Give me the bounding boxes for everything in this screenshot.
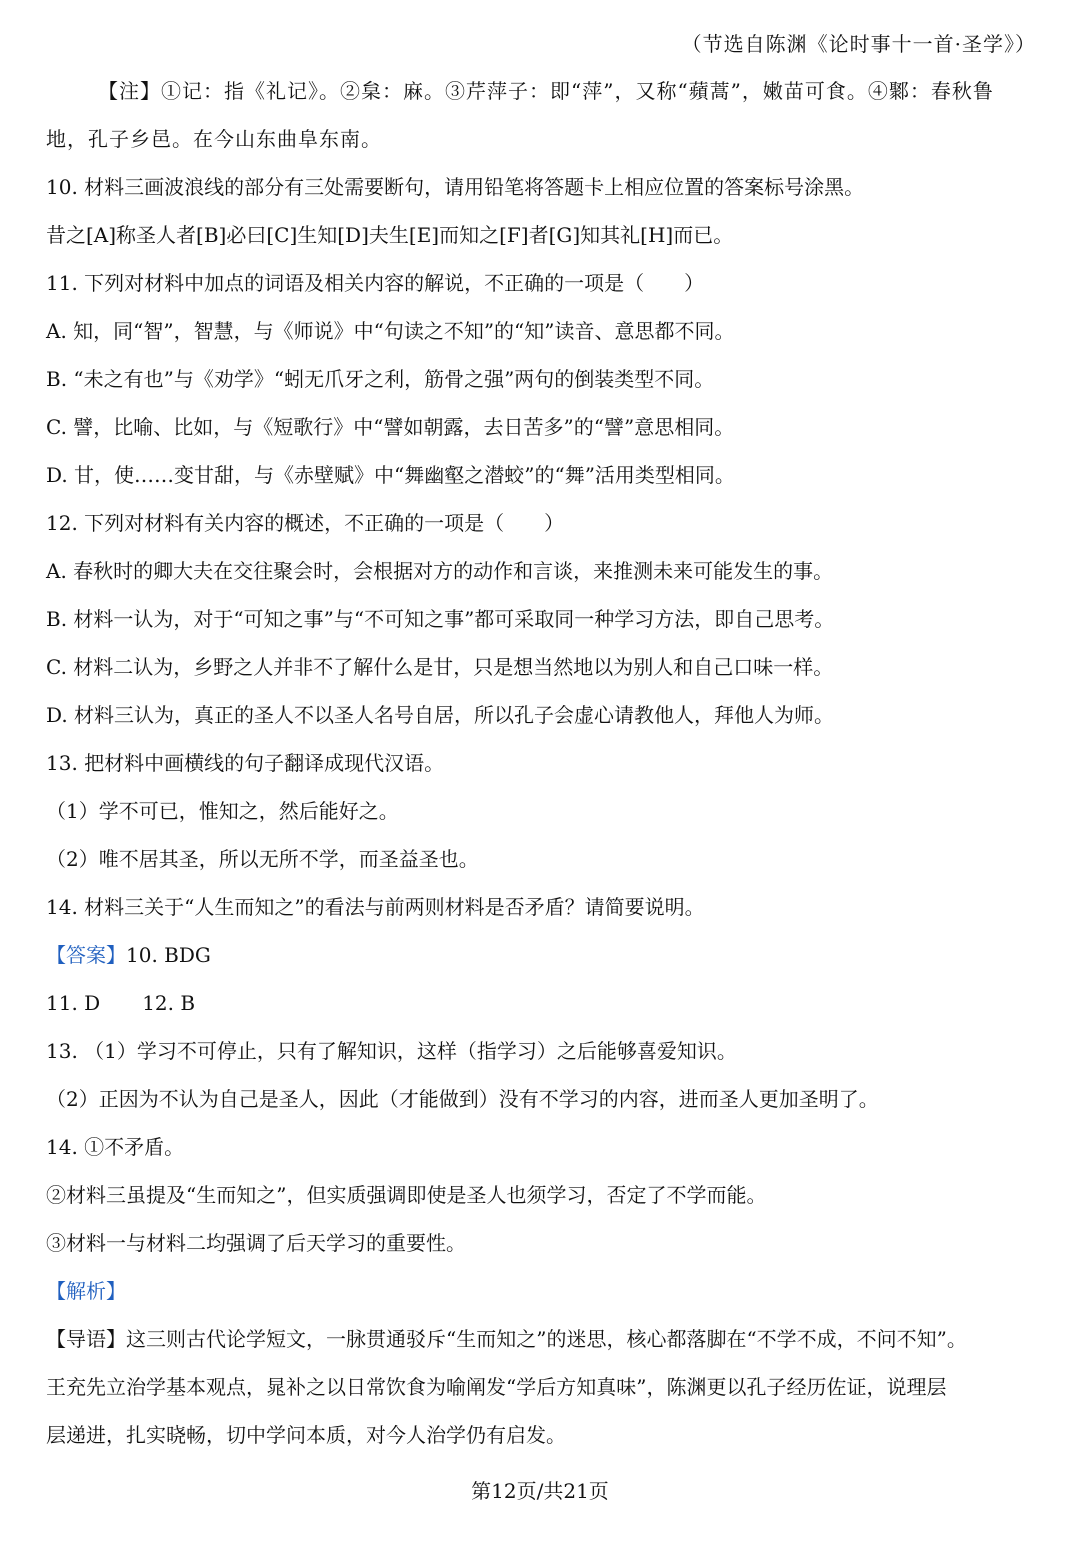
analysis-line-2: 王充先立治学基本观点，晁补之以日常饮食为喻阐发“学后方知真味”，陈渊更以孔子经历佐证，说理层 bbox=[46, 1375, 947, 1399]
q13-stem: 13. 把材料中画横线的句子翻译成现代汉语。 bbox=[46, 751, 445, 775]
lead-tag: 【导语】 bbox=[46, 1327, 126, 1351]
q14-stem: 14. 材料三关于“人生而知之”的看法与前两则材料是否矛盾？请简要说明。 bbox=[46, 895, 705, 919]
analysis-tag: 【解析】 bbox=[46, 1279, 126, 1303]
answer-11: 11. D bbox=[46, 991, 101, 1015]
q13-sentence-2: （2）唯不居其圣，所以无所不学，而圣益圣也。 bbox=[46, 847, 479, 871]
answer-line-10 bbox=[46, 941, 211, 969]
q12-option-c: C. 材料二认为，乡野之人并非不了解什么是甘，只是想当然地以为别人和自己口味一样。 bbox=[46, 655, 834, 679]
analysis-line-1 bbox=[46, 1325, 967, 1353]
answer-line-11-12 bbox=[46, 989, 195, 1017]
q12-option-b: B. 材料一认为，对于“可知之事”与“不可知之事”都可采取同一种学习方法，即自己思考。 bbox=[46, 607, 835, 631]
note-line-1: 【注】①记：指《礼记》。②枲：麻。③芹萍子：即“萍”，又称“蘋蒿”，嫩苗可食。④鄹：春秋鲁 bbox=[98, 79, 994, 103]
q11-option-c: C. 譬，比喻、比如，与《短歌行》中“譬如朝露，去日苦多”的“譬”意思相同。 bbox=[46, 415, 735, 439]
q12-stem: 12. 下列对材料有关内容的概述，不正确的一项是（ ） bbox=[46, 511, 565, 535]
answer-13-2: （2）正因为不认为自己是圣人，因此（才能做到）没有不学习的内容，进而圣人更加圣明了。 bbox=[46, 1087, 879, 1111]
answer-14-1: 14. ①不矛盾。 bbox=[46, 1135, 185, 1159]
q13-sentence-1: （1）学不可已，惟知之，然后能好之。 bbox=[46, 799, 399, 823]
q11-option-d: D. 甘，使……变甘甜，与《赤壁赋》中“舞幽壑之潜蛟”的“舞”活用类型相同。 bbox=[46, 463, 735, 487]
q11-option-a: A. 知，同“智”，智慧，与《师说》中“句读之不知”的“知”读音、意思都不同。 bbox=[46, 319, 735, 343]
answer-12: 12. B bbox=[142, 991, 196, 1015]
q12-option-d: D. 材料三认为，真正的圣人不以圣人名号自居，所以孔子会虚心请教他人，拜他人为师。 bbox=[46, 703, 835, 727]
answer-13-1: 13. （1）学习不可停止，只有了解知识，这样（指学习）之后能够喜爱知识。 bbox=[46, 1039, 737, 1063]
answer-tag: 【答案】 bbox=[46, 943, 126, 967]
answer-10: 10. BDG bbox=[126, 943, 211, 967]
answer-14-3: ③材料一与材料二均强调了后天学习的重要性。 bbox=[46, 1231, 466, 1255]
source-citation: （节选自陈渊《论时事十一首·圣学》） bbox=[681, 32, 1036, 56]
q10-stem: 10. 材料三画波浪线的部分有三处需要断句，请用铅笔将答题卡上相应位置的答案标号涂黑。 bbox=[46, 175, 865, 199]
q11-option-b: B. “未之有也”与《劝学》“蚓无爪牙之利，筋骨之强”两句的倒装类型不同。 bbox=[46, 367, 715, 391]
page-footer: 第12页/共21页 bbox=[471, 1479, 609, 1503]
note-line-2: 地，孔子乡邑。在今山东曲阜东南。 bbox=[46, 127, 382, 151]
q12-option-a: A. 春秋时的卿大夫在交往聚会时，会根据对方的动作和言谈，来推测未来可能发生的事。 bbox=[46, 559, 834, 583]
answer-14-2: ②材料三虽提及“生而知之”，但实质强调即使是圣人也须学习，否定了不学而能。 bbox=[46, 1183, 767, 1207]
lead-text: 这三则古代论学短文，一脉贯通驳斥“生而知之”的迷思，核心都落脚在“不学不成，不问不知”。 bbox=[126, 1327, 967, 1351]
q10-text: 昔之[A]称圣人者[B]必曰[C]生知[D]夫生[E]而知之[F]者[G]知其礼[H]而已。 bbox=[46, 223, 734, 247]
analysis-line-3: 层递进，扎实晓畅，切中学问本质，对今人治学仍有启发。 bbox=[46, 1423, 566, 1447]
q11-stem: 11. 下列对材料中加点的词语及相关内容的解说，不正确的一项是（ ） bbox=[46, 271, 705, 295]
